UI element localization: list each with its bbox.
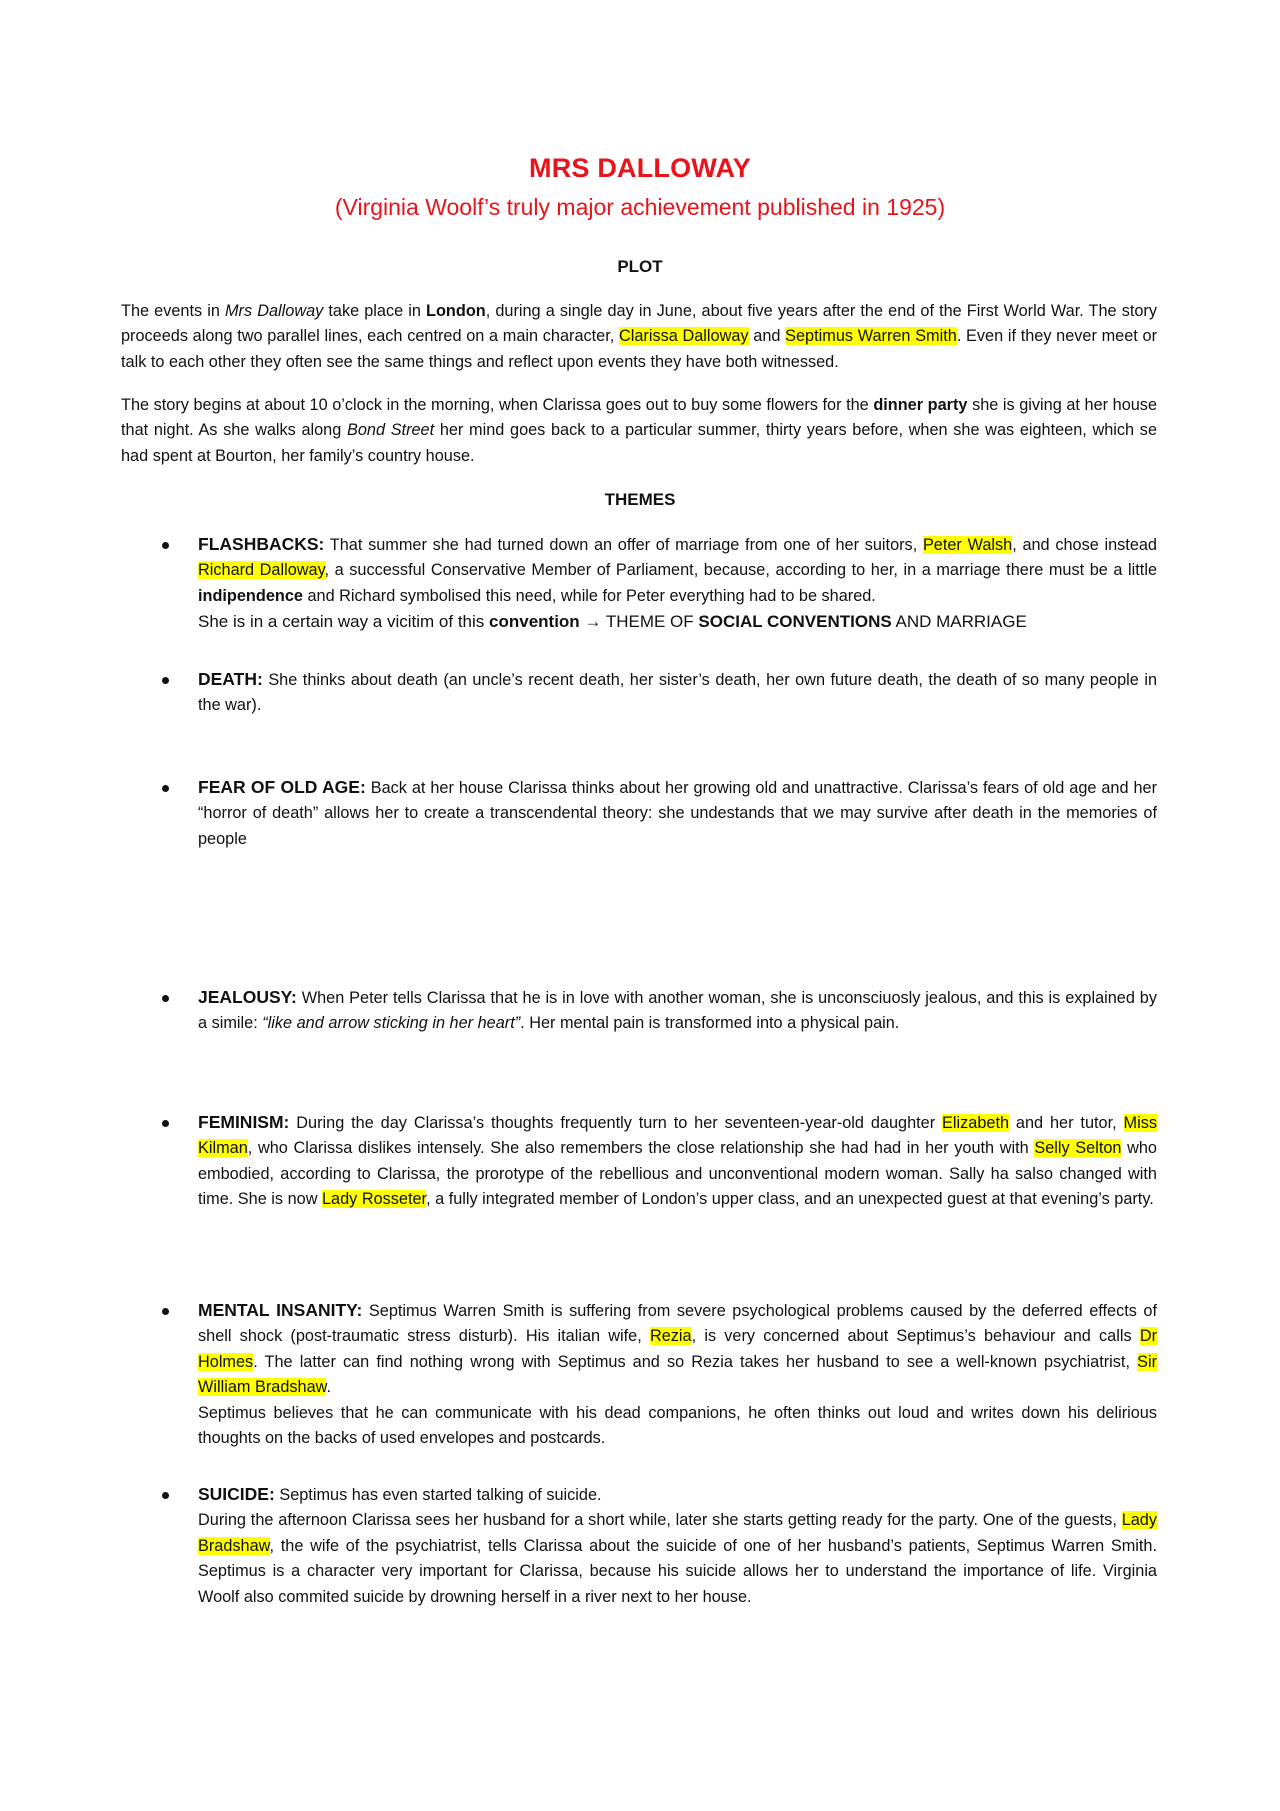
text-run: convention bbox=[489, 612, 580, 632]
highlighted-name: Selly Selton bbox=[1034, 1139, 1122, 1158]
document-subtitle: (Virginia Woolf’s truly major achievement published in 1925) bbox=[334, 194, 946, 220]
text-run: SOCIAL CONVENTIONS bbox=[698, 612, 892, 632]
plot-paragraph-1 bbox=[121, 299, 1157, 375]
theme-label: JEALOUSY: bbox=[198, 987, 297, 1007]
theme-body bbox=[198, 985, 1157, 1037]
highlighted-name: Lady Rosseter bbox=[321, 1190, 427, 1209]
text-run: . Even if they never meet or talk to each other they often see the same things and reflect upon events they have both witnessed. bbox=[121, 327, 1157, 371]
theme-label: DEATH: bbox=[198, 669, 263, 689]
highlighted-name: Septimus Warren Smith bbox=[785, 327, 957, 346]
text-run: She thinks about death (an uncle’s recent death, her sister’s death, her own future death, the death of so many people in the war). bbox=[198, 671, 1157, 715]
highlighted-name: Lady Bradshaw bbox=[198, 1511, 1157, 1555]
text-run: AND MARRIAGE bbox=[891, 612, 1027, 632]
text-run: , the wife of the psychiatrist, tells Clarissa about the suicide of one of her husband’s patients, Septimus Warren Smith. Septimus is a character very important for Clarissa, because his suicide allows her to understand the importance of life. Virginia Woolf also commited suicide by drowning herself in a river next to her house. bbox=[198, 1536, 1157, 1606]
theme-label: SUICIDE: bbox=[198, 1484, 275, 1504]
text-run: and her tutor, bbox=[1009, 1114, 1124, 1132]
text-run: who embodied, according to Clarissa, the prorotype of the rebellious and unconventional modern woman. Sally ha salso changed with time. She is now bbox=[198, 1139, 1157, 1209]
bullet-icon bbox=[162, 995, 169, 1002]
bullet-icon bbox=[162, 1492, 169, 1499]
text-run: take place in bbox=[323, 302, 427, 320]
theme-body bbox=[198, 1482, 1157, 1610]
text-run: The story begins at about 10 o’clock in the morning, when Clarissa goes out to buy some flowers for the bbox=[121, 396, 874, 414]
highlighted-name: Richard Dalloway bbox=[198, 561, 325, 580]
highlighted-name: Rezia bbox=[649, 1327, 692, 1346]
highlighted-name: Clarissa Dalloway bbox=[618, 327, 749, 346]
text-run: , and chose instead bbox=[1012, 536, 1157, 554]
text-run: During the day Clarissa’s thoughts frequently turn to her seventeen-year-old daughter bbox=[289, 1114, 943, 1132]
bullet-icon bbox=[162, 1120, 169, 1127]
text-run: Septimus has even started talking of suicide. bbox=[274, 1486, 602, 1504]
theme-label: FEMINISM: bbox=[198, 1112, 290, 1132]
text-run: Septimus believes that he can communicate with his dead companions, he often thinks out loud and writes down his delirious thoughts on the backs of used envelopes and postcards. bbox=[198, 1403, 1157, 1448]
highlighted-name: Peter Walsh bbox=[922, 536, 1013, 554]
text-run: and Richard symbolised this need, while for Peter everything had to be shared. bbox=[302, 586, 876, 605]
text-run: Bond Street bbox=[346, 421, 435, 440]
bullet-icon bbox=[162, 677, 169, 684]
text-run: The events in bbox=[121, 302, 225, 320]
theme-body bbox=[198, 1298, 1157, 1451]
text-run: Mrs Dalloway bbox=[225, 302, 324, 320]
text-run: . The latter can find nothing wrong with Septimus and so Rezia takes her husband to see a well-known psychiatrist, bbox=[253, 1352, 1138, 1371]
highlighted-name: Miss Kilman bbox=[198, 1114, 1157, 1158]
text-run: dinner party bbox=[873, 396, 968, 414]
text-run: , a fully integrated member of London’s upper class, and an unexpected guest at that evening’s party. bbox=[426, 1190, 1154, 1209]
theme-body bbox=[198, 667, 1157, 719]
text-run: she is giving at her house that night. As she walks along bbox=[121, 396, 1157, 440]
text-run: and bbox=[748, 327, 786, 346]
bullet-icon bbox=[162, 542, 169, 549]
theme-label: MENTAL INSANITY: bbox=[198, 1300, 363, 1320]
text-run: , a successful Conservative Member of Parliament, because, according to her, in a marriage there must be a little bbox=[324, 561, 1157, 580]
text-run: → THEME OF bbox=[579, 612, 699, 632]
theme-body bbox=[198, 532, 1157, 635]
highlighted-name: Dr Holmes bbox=[198, 1327, 1157, 1371]
text-run: Back at her house Clarissa thinks about her growing old and unattractive. Clarissa’s fears of old age and her “horror of death” allows her to create a transcendental theory: she undestands that we may survive after death in the memories of people bbox=[198, 779, 1157, 848]
text-run: “like and arrow sticking in her heart” bbox=[262, 1014, 521, 1033]
text-run: Septimus Warren Smith is suffering from severe psychological problems caused by the deferred effects of shell shock (post-traumatic stress disturb). His italian wife, bbox=[198, 1302, 1157, 1346]
bullet-icon bbox=[162, 785, 169, 792]
text-run: During the afternoon Clarissa sees her husband for a short while, later she starts getting ready for the party. One of the guests, bbox=[198, 1511, 1122, 1530]
text-run: , who Clarissa dislikes intensely. She also remembers the close relationship she had had in her youth with bbox=[247, 1139, 1035, 1158]
theme-label: FLASHBACKS: bbox=[198, 534, 325, 554]
highlighted-name: Elizabeth bbox=[942, 1114, 1010, 1132]
text-run: London bbox=[426, 302, 486, 320]
themes-heading: THEMES bbox=[604, 490, 676, 509]
text-run: . bbox=[326, 1378, 332, 1397]
document-title: MRS DALLOWAY bbox=[529, 153, 751, 183]
plot-heading: PLOT bbox=[617, 257, 663, 276]
text-run: When Peter tells Clarissa that he is in love with another woman, she is unconsciuosly jealous, and this is explained by a simile: bbox=[198, 989, 1157, 1033]
text-run: indipendence bbox=[198, 586, 303, 605]
theme-body bbox=[198, 775, 1157, 852]
theme-label: FEAR OF OLD AGE: bbox=[198, 777, 366, 797]
text-run: . Her mental pain is transformed into a physical pain. bbox=[520, 1014, 900, 1033]
text-run: , is very concerned about Septimus’s behaviour and calls bbox=[691, 1327, 1140, 1346]
text-run: She is in a certain way a vicitim of this bbox=[198, 612, 490, 632]
bullet-icon bbox=[162, 1308, 169, 1315]
text-run: , during a single day in June, about five years after the end of the First World War. The story proceeds along two parallel lines, each centred on a main character, bbox=[121, 302, 1157, 346]
theme-body bbox=[198, 1110, 1157, 1213]
text-run: her mind goes back to a particular summer, thirty years before, when she was eighteen, which se had spent at Bourton, her family’s country house. bbox=[121, 421, 1157, 465]
highlighted-name: Sir William Bradshaw bbox=[198, 1352, 1157, 1397]
plot-paragraph-2 bbox=[121, 393, 1157, 469]
text-run: That summer she had turned down an offer of marriage from one of her suitors, bbox=[324, 536, 923, 554]
